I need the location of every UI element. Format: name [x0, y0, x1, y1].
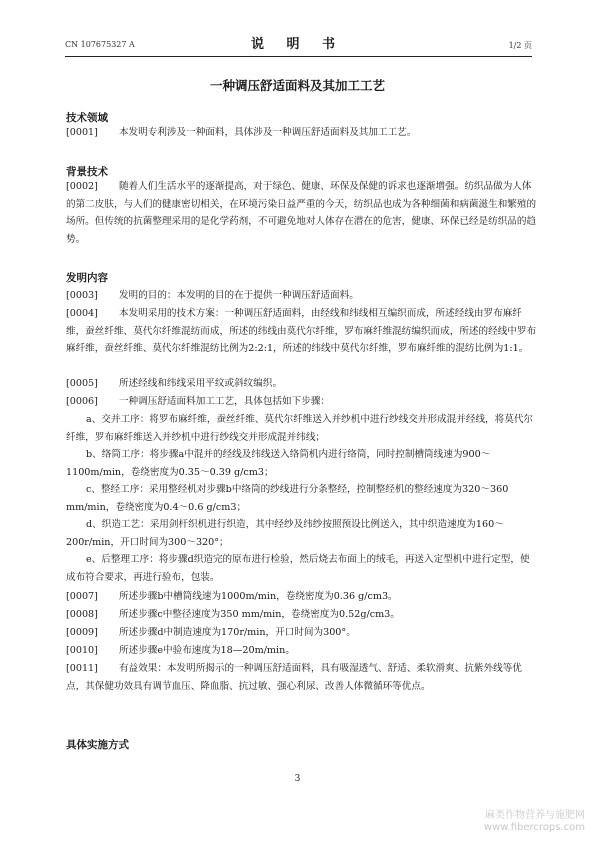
page-count: 1/2 页: [508, 41, 532, 50]
paragraph-number: [0006]: [66, 396, 98, 407]
step-c: c、整经工序：采用整经机对步骤b中络筒的纱线进行分条整经，控制整经机的整经速度为320～360 mm/min，卷绕密度为0.4～0.6 g/cm3；: [66, 484, 509, 513]
doc-number: CN 107675327 A: [65, 40, 135, 49]
paragraph-text: 所述步骤c中整径速度为350 mm/min，卷绕密度为0.52g/cm3。: [118, 609, 400, 620]
paragraph-number: [0011]: [66, 663, 98, 674]
paragraph-text: 所述步骤d中制造速度为170r/min，开口时间为300°。: [118, 627, 356, 638]
paragraph-text: 本发明专利涉及一种面料，具体涉及一种调压舒适面料及其加工工艺。: [118, 127, 417, 138]
paragraph-0009: [66, 624, 538, 642]
page-number: 3: [294, 774, 301, 784]
paragraph-number: [0009]: [66, 627, 98, 638]
paragraph-0005: [66, 375, 538, 393]
paragraph-0001: [66, 124, 538, 142]
paragraph-text: 本发明采用的技术方案：一种调压舒适面料，由经线和纬线相互编织而成，所述经线由罗布麻纤维，蚕丝纤维、莫代尔纤维混纺而成，所述的纬线由莫代尔纤维，罗布麻纤维混纺编织而成，所述的经线中罗布麻纤维，蚕丝纤维、莫代尔纤维混纺比例为2:2:1，所述的纬线中莫代尔纤维，罗布麻纤维的混纺比例为1:1。: [66, 308, 537, 354]
step-d: d、织造工艺：采用剑杆织机进行织造，其中经纱及纬纱按照预设比例送入，其中织造速度为160～200r/min，开口时间为300～320°；: [66, 519, 504, 548]
paragraph-text: 发明的目的：本发明的目的在于提供一种调压舒适面料。: [118, 290, 359, 301]
paragraph-number: [0007]: [66, 591, 98, 602]
paragraph-text: 随着人们生活水平的逐渐提高，对于绿色、健康、环保及保健的诉求也逐渐增强。纺织品做为人体的第二皮肤，与人们的健康密切相关，在环境污染日益严重的今天，纺织品也成为各种细菌和病菌滋生和繁殖的场所。但传统的抗菌整理采用的是化学药剂，不可避免地对人体存在潜在的危害，健康、环保已经是纺织品的趋势。: [66, 181, 537, 245]
paragraph-0010: [66, 642, 538, 660]
paragraph-0006: [66, 393, 538, 411]
paragraph-number: [0008]: [66, 609, 98, 620]
section-title: 说 明 书: [250, 37, 345, 52]
heading-background: 背景技术: [66, 166, 108, 178]
paragraph-number: [0001]: [66, 127, 98, 138]
step-a: a、交并工序：将罗布麻纤维，蚕丝纤维、莫代尔纤维送入并纱机中进行纱线交并形成混并经线，将莫代尔纤维，罗布麻纤维送入并纱机中进行纱线交并形成混并纬线；: [66, 414, 534, 443]
paragraph-text: 一种调压舒适面料加工工艺，具体包括如下步骤：: [118, 396, 331, 407]
heading-embodiment: 具体实施方式: [66, 739, 129, 751]
paragraph-0003: [66, 287, 538, 305]
document-title: 一种调压舒适面料及其加工工艺: [209, 78, 385, 93]
paragraph-text: 所述步骤e中验布速度为18—20m/min。: [118, 645, 295, 656]
paragraph-0008: [66, 606, 538, 624]
watermark: [484, 810, 585, 834]
paragraph-0011: [66, 660, 538, 695]
step-b: b、络筒工序：将步骤a中混并的经线及纬线送入络筒机内进行络筒，同时控制槽筒线速为900～1100m/min，卷绕密度为0.35～0.39 g/cm3；: [66, 449, 491, 478]
heading-invention: 发明内容: [66, 272, 108, 284]
paragraph-number: [0003]: [66, 290, 98, 301]
watermark-title: 麻类作物营养与施肥网: [485, 810, 585, 821]
header-divider: [65, 56, 532, 57]
paragraph-text: 所述步骤b中槽筒线速为1000m/min，卷绕密度为0.36 g/cm3。: [118, 591, 398, 602]
paragraph-0002: [66, 178, 538, 248]
watermark-url: www.fibercrops.com: [483, 822, 585, 833]
step-e: e、后整理工序：将步骤d织造完的原布进行检验，然后烧去布面上的绒毛，再送入定型机中进行定型，使成布符合要求，再进行验布，包装。: [66, 554, 530, 583]
paragraph-0007: [66, 588, 538, 606]
paragraph-text: 所述经线和纬线采用平纹或斜纹编织。: [118, 378, 283, 389]
heading-tech-field: 技术领域: [66, 112, 108, 124]
paragraph-number: [0010]: [66, 645, 98, 656]
paragraph-number: [0002]: [66, 181, 98, 192]
paragraph-0004: [66, 305, 538, 358]
paragraph-number: [0005]: [66, 378, 98, 389]
paragraph-text: 有益效果：本发明所揭示的一种调压舒适面料，具有吸湿透气、舒适、柔软滑爽、抗紫外线等优点，其保健功效具有调节血压、降血脂、抗过敏、强心利尿、改善人体微循环等优点。: [66, 663, 522, 692]
paragraph-number: [0004]: [66, 308, 98, 319]
